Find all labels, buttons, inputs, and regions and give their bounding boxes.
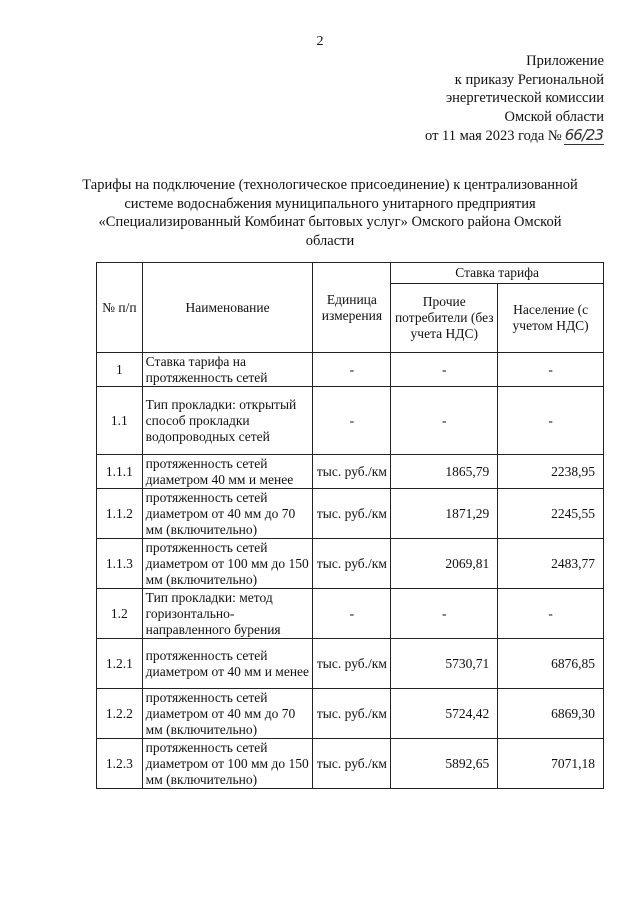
cell-other-consumers: 5892,65 (391, 739, 498, 789)
order-number (564, 126, 604, 146)
cell-name: протяженность сетей диаметром от 40 мм до 70 мм (включительно) (142, 489, 313, 539)
header-other-consumers: Прочие потребители (без учета НДС) (391, 284, 498, 353)
document-title: Тарифы на подключение (технологическое присоединение) к централизованной системе водоснабжения муниципального унитарного предприятия «Специализированный Комбинат бытовых услуг» Омского района Омской области (82, 177, 578, 249)
handwritten-order-number: 66/23 (564, 126, 603, 144)
table-header-row (97, 263, 604, 284)
cell-population: - (498, 387, 604, 455)
cell-population: 2238,95 (498, 455, 604, 489)
cell-population: - (498, 353, 604, 387)
cell-unit: - (313, 353, 391, 387)
cell-name: протяженность сетей диаметром от 100 мм до 150 мм (включительно) (142, 739, 313, 789)
table-row (97, 689, 604, 739)
table-row (97, 489, 604, 539)
cell-name: Тип прокладки: открытый способ прокладки водопроводных сетей (142, 387, 313, 455)
cell-num: 1.2 (97, 589, 143, 639)
cell-num: 1.1.3 (97, 539, 143, 589)
cell-unit: тыс. руб./км (313, 739, 391, 789)
table-row (97, 539, 604, 589)
order-date: от 11 мая 2023 года № (425, 128, 562, 144)
cell-other-consumers: 5724,42 (391, 689, 498, 739)
cell-population: 2245,55 (498, 489, 604, 539)
cell-other-consumers: - (391, 387, 498, 455)
appendix-line: Омской области (504, 108, 604, 125)
table-row (97, 455, 604, 489)
appendix-line: к приказу Региональной (454, 71, 604, 88)
cell-other-consumers: 1871,29 (391, 489, 498, 539)
cell-name: Ставка тарифа на протяженность сетей (142, 353, 313, 387)
header-population: Население (с учетом НДС) (498, 284, 604, 353)
cell-num: 1.2.3 (97, 739, 143, 789)
cell-num: 1.1 (97, 387, 143, 455)
header-unit: Единица измерения (313, 263, 391, 353)
header-num: № п/п (97, 263, 143, 353)
cell-name: протяженность сетей диаметром от 40 мм и менее (142, 639, 313, 689)
cell-name: протяженность сетей диаметром 40 мм и менее (142, 455, 313, 489)
cell-population: - (498, 589, 604, 639)
cell-unit: - (313, 589, 391, 639)
cell-name: Тип прокладки: метод горизонтально-направленного бурения (142, 589, 313, 639)
cell-name: протяженность сетей диаметром от 40 мм до 70 мм (включительно) (142, 689, 313, 739)
cell-other-consumers: - (391, 353, 498, 387)
cell-num: 1.1.1 (97, 455, 143, 489)
cell-unit: тыс. руб./км (313, 689, 391, 739)
cell-unit: тыс. руб./км (313, 539, 391, 589)
table-row (97, 589, 604, 639)
cell-num: 1.1.2 (97, 489, 143, 539)
header-rate-group: Ставка тарифа (391, 263, 604, 284)
cell-population: 7071,18 (498, 739, 604, 789)
page-number: 2 (316, 34, 324, 49)
cell-population: 2483,77 (498, 539, 604, 589)
table-row (97, 353, 604, 387)
cell-other-consumers: 5730,71 (391, 639, 498, 689)
cell-unit: тыс. руб./км (313, 639, 391, 689)
table-row (97, 387, 604, 455)
appendix-block (425, 52, 604, 146)
cell-num: 1.2.1 (97, 639, 143, 689)
cell-other-consumers: - (391, 589, 498, 639)
header-name: Наименование (142, 263, 313, 353)
cell-num: 1 (97, 353, 143, 387)
table-body (97, 353, 604, 789)
appendix-line: энергетической комиссии (445, 90, 604, 106)
appendix-line: Приложение (526, 53, 604, 69)
cell-other-consumers: 1865,79 (391, 455, 498, 489)
cell-name: протяженность сетей диаметром от 100 мм до 150 мм (включительно) (142, 539, 313, 589)
cell-population: 6876,85 (498, 639, 604, 689)
order-date-line (425, 126, 604, 146)
cell-other-consumers: 2069,81 (391, 539, 498, 589)
cell-unit: - (313, 387, 391, 455)
cell-population: 6869,30 (498, 689, 604, 739)
cell-unit: тыс. руб./км (313, 455, 391, 489)
table-row (97, 639, 604, 689)
cell-unit: тыс. руб./км (313, 489, 391, 539)
cell-num: 1.2.2 (97, 689, 143, 739)
table-row (97, 739, 604, 789)
tariff-table (96, 262, 604, 789)
